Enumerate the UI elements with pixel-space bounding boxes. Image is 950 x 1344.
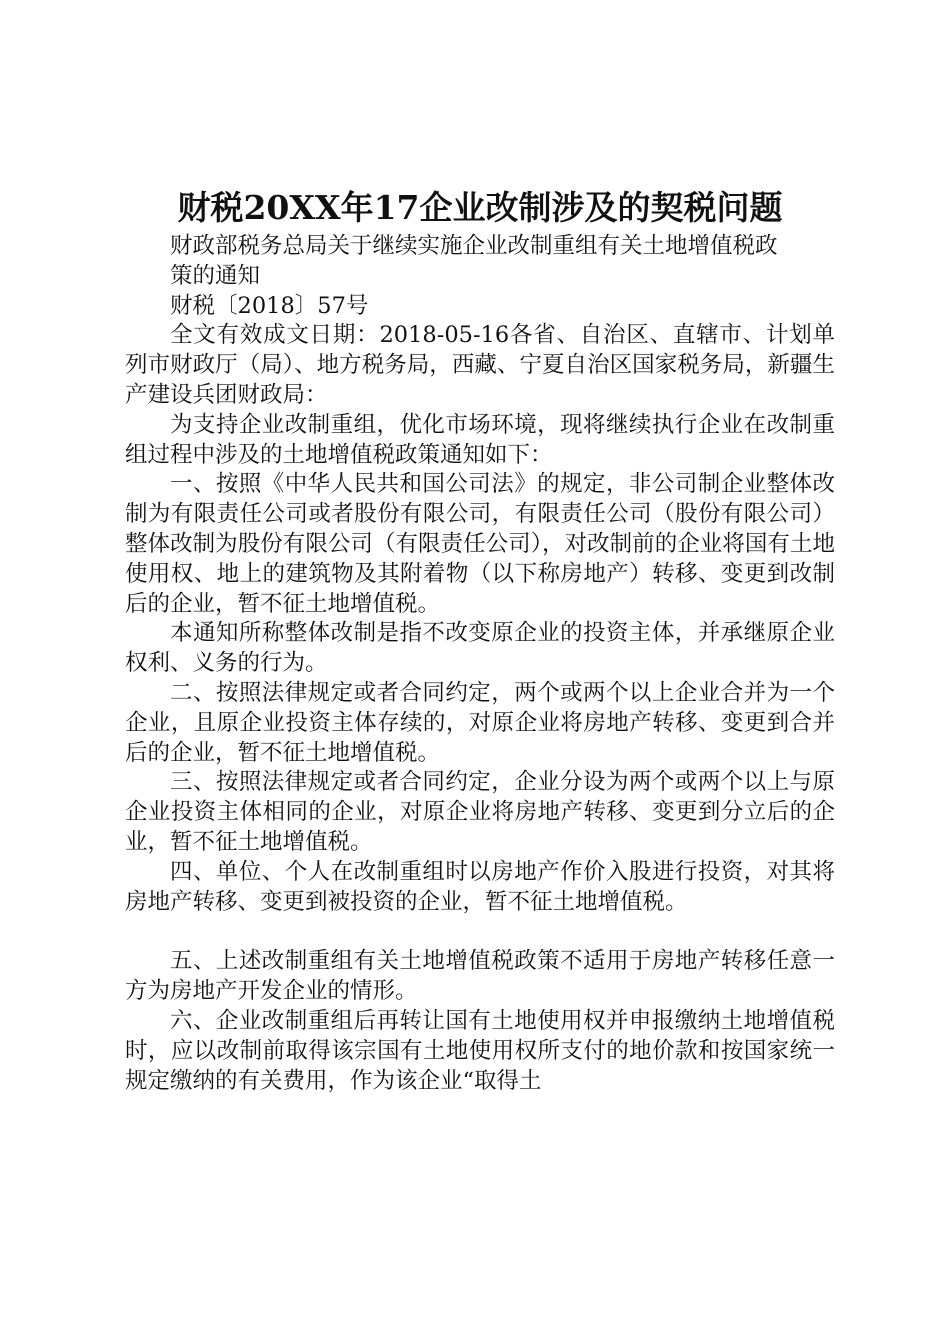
paragraph-clause-3: 三、按照法律规定或者合同约定，企业分设为两个或两个以上与原企业投资主体相同的企业，对原企业将房地产转移、变更到分立后的企业，暂不征土地增值税。 (125, 769, 835, 855)
paragraph-clause-5: 五、上述改制重组有关土地增值税政策不适用于房地产转移任意一方为房地产开发企业的情形。 (125, 948, 835, 1005)
paragraph-clause-6: 六、企业改制重组后再转让国有土地使用权并申报缴纳土地增值税时，应以改制前取得该宗国有土地使用权所支付的地价款和按国家统一规定缴纳的有关费用，作为该企业“取得土 (125, 1007, 835, 1094)
document-title: 财税20XX年17企业改制涉及的契税问题 (177, 188, 783, 227)
paragraph-intro: 为支持企业改制重组，优化市场环境，现将继续执行企业在改制重组过程中涉及的土地增值税政策通知如下： (125, 411, 835, 468)
paragraph-notice-header: 财政部税务总局关于继续实施企业改制重组有关土地增值税政 (170, 233, 778, 259)
paragraph-notice-header-cont: 策的通知 (170, 262, 261, 289)
paragraph-gap (125, 917, 835, 947)
paragraph-clause-4: 四、单位、个人在改制重组时以房地产作价入股进行投资，对其将房地产转移、变更到被投资的企业，暂不征土地增值税。 (125, 858, 835, 915)
paragraph-recipients: 全文有效成文日期：2018-05-16各省、自治区、直辖市、计划单列市财政厅（局）、地方税务局，西藏、宁夏自治区国家税务局，新疆生产建设兵团财政局： (125, 322, 835, 408)
paragraph-clause-2: 二、按照法律规定或者合同约定，两个或两个以上企业合并为一个企业，且原企业投资主体存续的，对原企业将房地产转移、变更到合并后的企业，暂不征土地增值税。 (125, 679, 835, 766)
document-page (125, 188, 835, 1096)
paragraph-definition: 本通知所称整体改制是指不改变原企业的投资主体，并承继原企业权利、义务的行为。 (125, 620, 835, 677)
paragraph-clause-1: 一、按照《中华人民共和国公司法》的规定，非公司制企业整体改制为有限责任公司或者股份有限公司，有限责任公司（股份有限公司）整体改制为股份有限公司（有限责任公司），对改制前的企业将国有土地使用权、地上的建筑物及其附着物（以下称房地产）转移、变更到改制后的企业，暂不征土地增值税。 (125, 471, 835, 617)
paragraph-document-number: 财税〔2018〕57号 (170, 292, 369, 319)
